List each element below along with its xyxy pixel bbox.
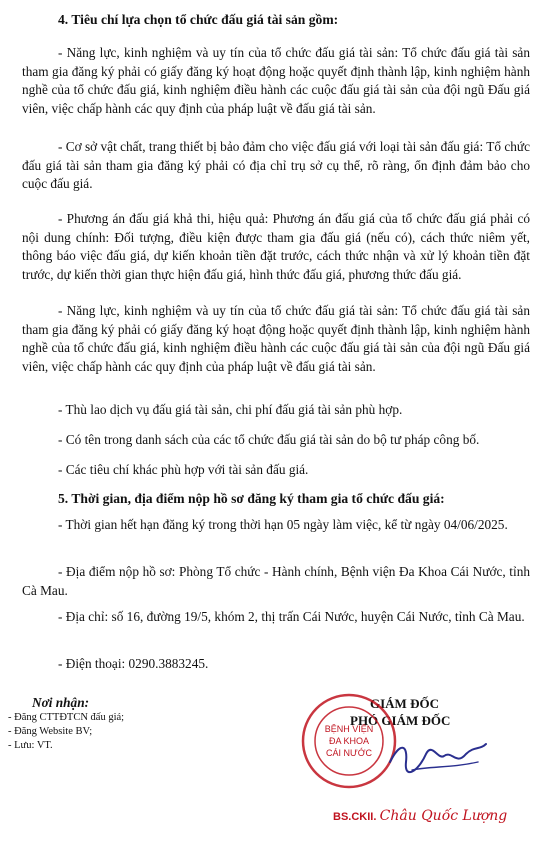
phone-line: - Điện thoại: 0290.3883245. — [58, 656, 209, 671]
address-paragraph: - Địa chỉ: số 16, đường 19/5, khóm 2, thị trấn Cái Nước, huyện Cái Nước, tỉnh Cà Mau. — [58, 609, 525, 624]
criteria-line-other: - Các tiêu chí khác phù hợp với tài sản đấu giá. — [58, 462, 309, 477]
section5-title: 5. Thời gian, địa điểm nộp hồ sơ đăng ký tham gia tổ chức đấu giá: — [58, 491, 445, 506]
handwritten-signature — [382, 732, 492, 782]
section4-title: 4. Tiêu chí lựa chọn tổ chức đấu giá tài sản gồm: — [58, 12, 339, 27]
recipients-title: Nơi nhận: — [32, 695, 90, 710]
signer-name — [333, 808, 507, 824]
signer-fullname: Châu Quốc Lượng — [379, 808, 508, 824]
seal-text-line: BỆNH VIỆN — [324, 724, 374, 734]
seal-text-line: ĐA KHOA — [328, 736, 370, 746]
deadline-paragraph: - Thời gian hết hạn đăng ký trong thời hạn 05 ngày làm việc, kể từ ngày 04/06/2025. — [58, 517, 508, 532]
signer-title-director: GIÁM ĐỐC — [370, 696, 439, 711]
signer-prefix: BS.CKII. — [333, 811, 377, 823]
criteria-paragraph-4: - Năng lực, kinh nghiệm và uy tín của tổ chức đấu giá tài sản: Tổ chức đấu giá tài sản tham gia đăng ký phải có giấy đăng ký hoạt động hoặc quyết định thành lập, kinh nghiệm hành nghề của tổ chức đấu giá, kinh nghiệm điều hành các cuộc đấu giá tài sản của đội ngũ Đấu giá viên, việc chấp hành các quy định của pháp luật về đấu giá tài sản. — [22, 303, 530, 375]
location-paragraph: - Địa điểm nộp hồ sơ: Phòng Tổ chức - Hành chính, Bệnh viện Đa Khoa Cái Nước, tỉnh Cà Mau. — [22, 564, 530, 598]
criteria-line-list: - Có tên trong danh sách của các tổ chức đấu giá tài sản do bộ tư pháp công bố. — [58, 432, 480, 447]
criteria-paragraph-3: - Phương án đấu giá khả thi, hiệu quả: Phương án đấu giá của tổ chức đấu giá phải có nội dung chính: Đối tượng, điều kiện được tham gia đấu giá (nếu có), cách thức niêm yết, thông báo việc đấu giá, dự kiến khoản tiền đặt trước, cách thức nhận và xử lý khoản tiền đặt trước, dự kiến thời gian thực hiện đấu giá, hình thức đấu giá, phương thức đấu giá. — [22, 211, 530, 283]
signer-title-deputy: PHÓ GIÁM ĐỐC — [350, 713, 451, 728]
recipient-item: - Đăng CTTĐTCN đấu giá; — [8, 712, 125, 723]
criteria-paragraph-2: - Cơ sở vật chất, trang thiết bị bảo đảm cho việc đấu giá với loại tài sản đấu giá: Tổ chức đấu giá tài sản tham gia đăng ký phải có địa chỉ trụ sở cụ thể, rõ ràng, ổn định đảm bảo cho cuộc đấu giá. — [22, 139, 530, 192]
criteria-paragraph-1: - Năng lực, kinh nghiệm và uy tín của tổ chức đấu giá tài sản: Tổ chức đấu giá tài sản tham gia đăng ký phải có giấy đăng ký hoạt động hoặc quyết định thành lập, kinh nghiệm hành nghề của tổ chức đấu giá, kinh nghiệm điều hành các cuộc đấu giá tài sản của đội ngũ Đấu giá viên, việc chấp hành các quy định của pháp luật về đấu giá tài sản. — [22, 45, 530, 117]
recipient-item: - Lưu: VT. — [8, 740, 53, 751]
seal-text-line: CÁI NƯỚC — [326, 748, 372, 758]
criteria-line-fee: - Thù lao dịch vụ đấu giá tài sản, chi phí đấu giá tài sản phù hợp. — [58, 402, 403, 417]
recipient-item: - Đăng Website BV; — [8, 726, 93, 737]
